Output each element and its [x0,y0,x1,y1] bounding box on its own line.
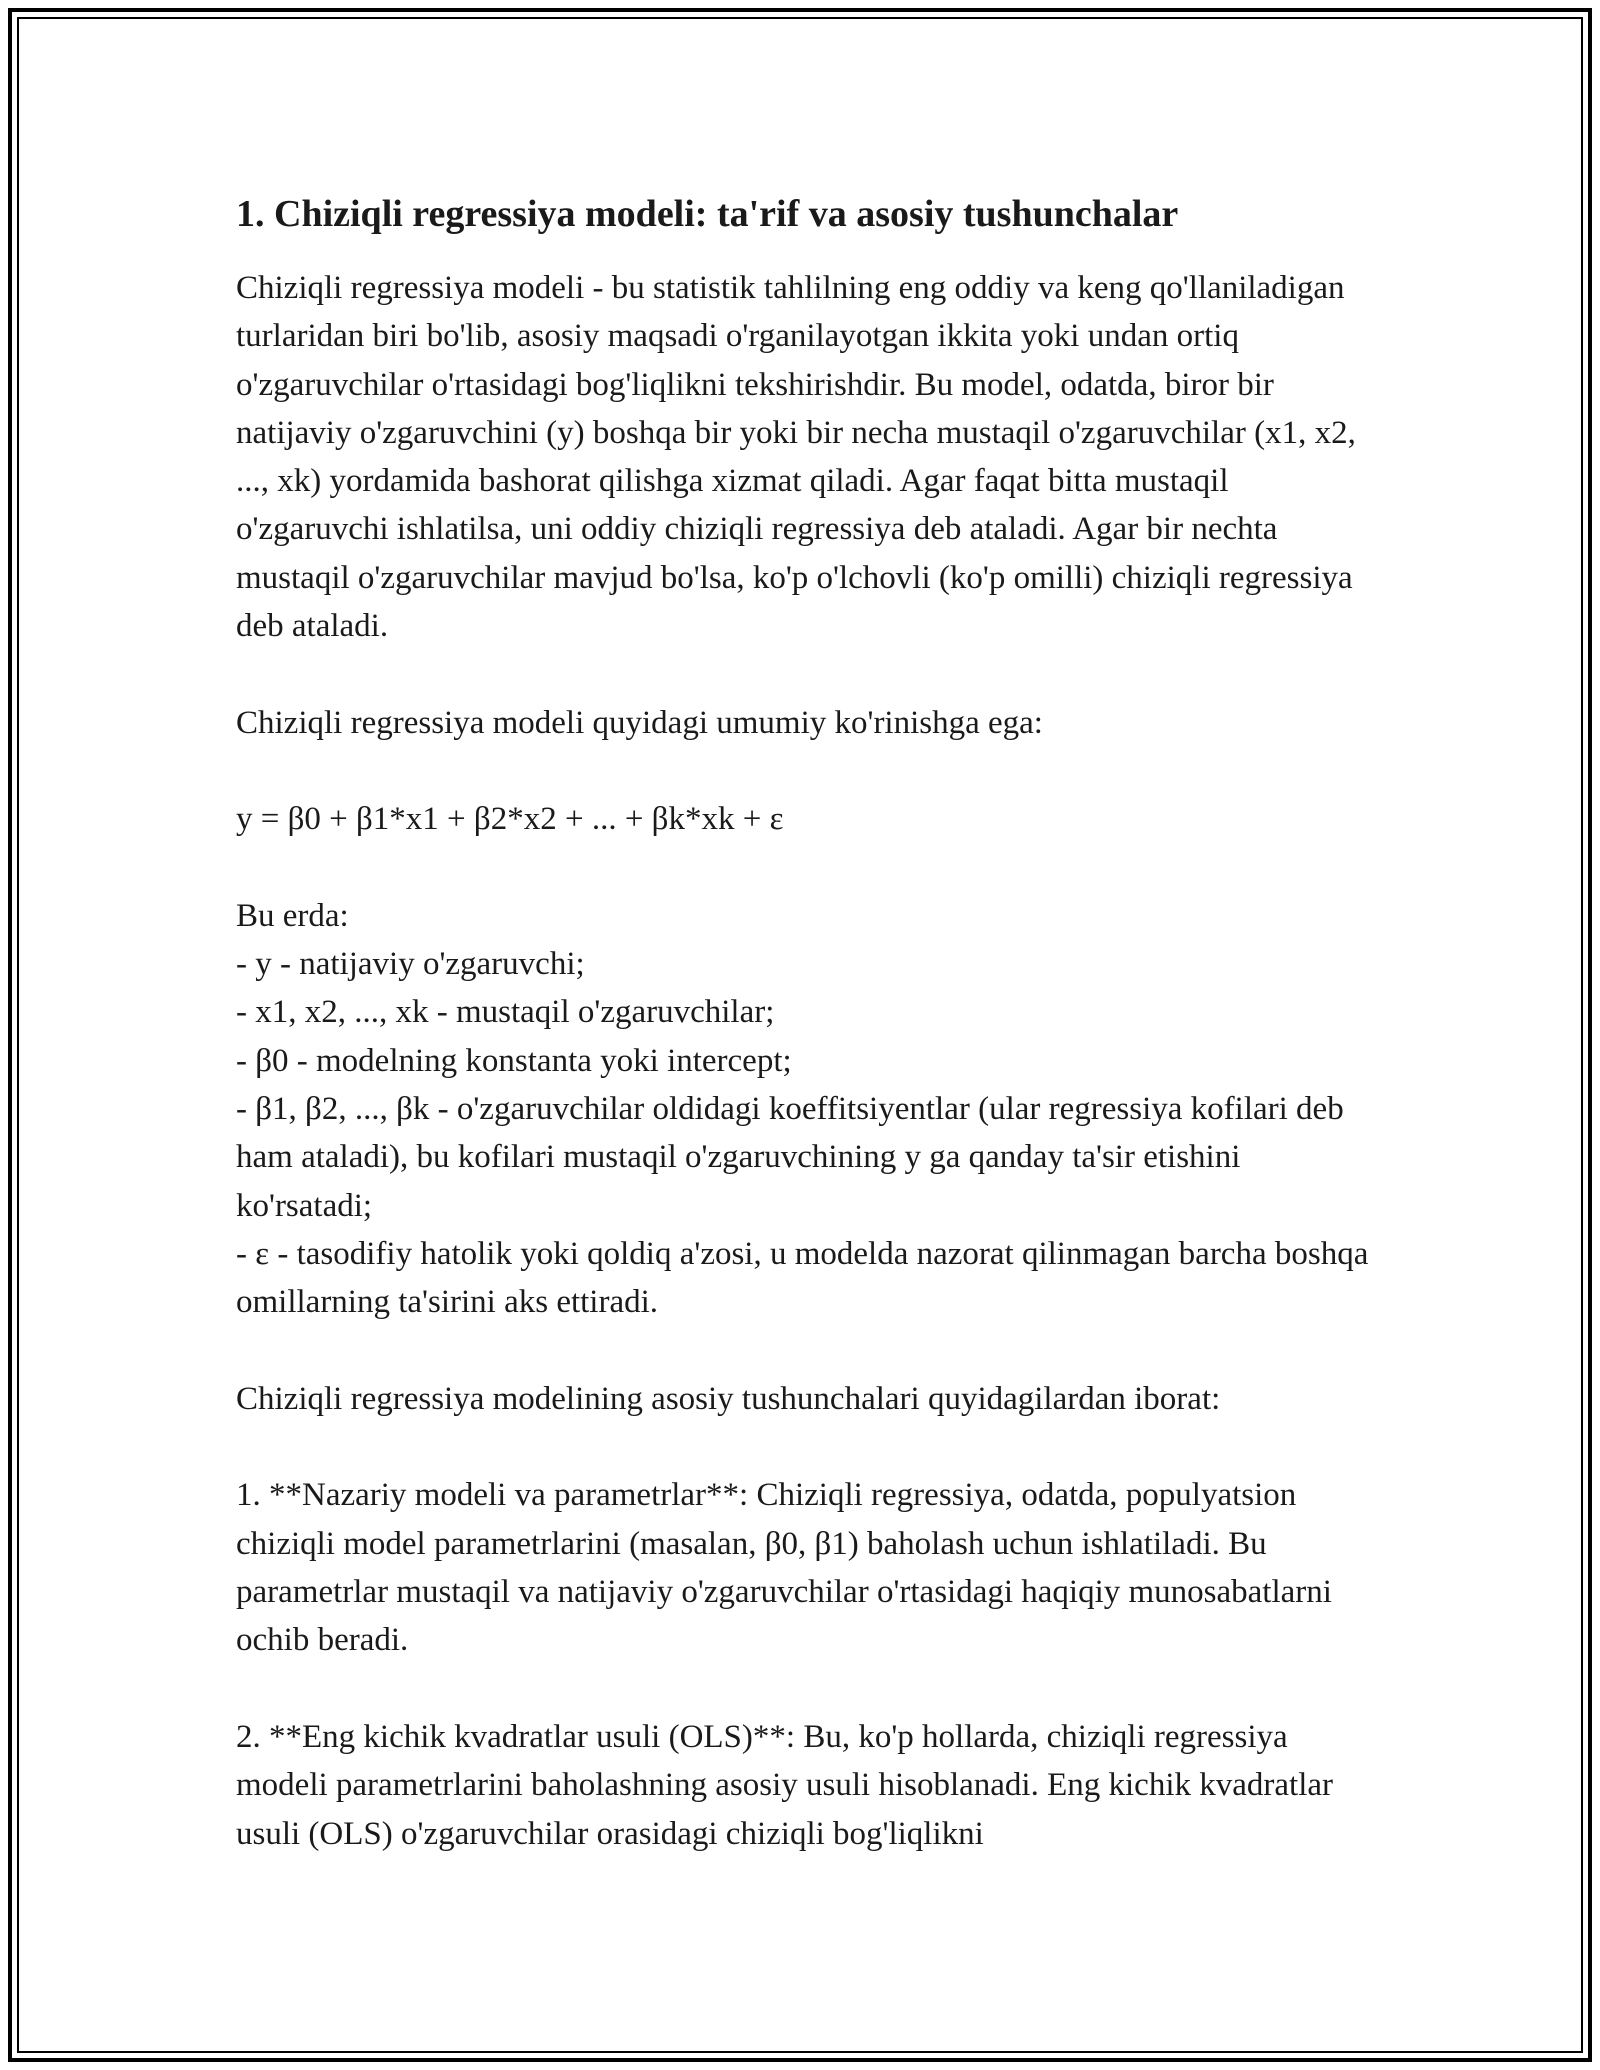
concept-item: 2. **Eng kichik kvadratlar usuli (OLS)**: Bu, ko'p hollarda, chiziqli regressiya modeli parametrlarini baholashning asosiy usuli hisoblanadi. Eng kichik kvadratlar usuli (OLS) o'zgaruvchilar orasidagi chiziqli bog'liqlikni [236,1718,1333,1852]
definition-item: - β1, β2, ..., βk - o'zgaruvchilar oldidagi koeffitsiyentlar (ular regressiya kofilari deb ham ataladi), bu kofilari mustaqil o'zgaruvchining y ga qanday ta'sir etishini ko'rsatadi; [236,1091,1344,1224]
spacer [236,1327,1376,1375]
section-title: 1. Chiziqli regressiya modeli: ta'rif va asosiy tushunchalar [236,193,1179,235]
definition-item: - β0 - modelning konstanta yoki intercept; [236,1042,792,1079]
form-intro-text: Chiziqli regressiya modeli quyidagi umumiy ko'rinishga ega: [236,704,1043,741]
definition-item: - ε - tasodifiy hatolik yoki qoldiq a'zosi, u modelda nazorat qilinmagan barcha boshqa omillarning ta'sirini aks ettiradi. [236,1235,1369,1321]
spacer [236,1665,1376,1713]
intro-paragraph: Chiziqli regressiya modeli - bu statistik tahlilning eng oddiy va keng qo'llaniladigan turlaridan biri bo'lib, asosiy maqsadi o'rganilayotgan ikkita yoki undan ortiq o'zgaruvchilar o'rtasidagi bog'liqlikni tekshirishdir. Bu model, odatda, biror bir natijaviy o'zgaruvchini (y) boshqa bir yoki bir necha mustaqil o'zgaruvchilar (x1, x2, ..., xk) yordamida bashorat qilishga xizmat qiladi. Agar faqat bitta mustaqil o'zgaruvchi ishlatilsa, uni oddiy chiziqli regressiya deb ataladi. Agar bir nechta mustaqil o'zgaruvchilar mavjud bo'lsa, ko'p o'lchovli (ko'p omilli) chiziqli regressiya deb ataladi. [236,270,1356,645]
definition-item: - y - natijaviy o'zgaruvchi; [236,946,585,983]
regression-formula: y = β0 + β1*x1 + β2*x2 + ... + βk*xk + ε [236,801,784,838]
spacer [236,844,1376,892]
where-label: Bu erda: [236,897,349,934]
definition-item: - x1, x2, ..., xk - mustaqil o'zgaruvchilar; [236,994,775,1031]
spacer [236,650,1376,698]
concepts-intro-text: Chiziqli regressiya modelining asosiy tushunchalari quyidagilardan iborat: [236,1380,1221,1417]
spacer [236,747,1376,795]
document-body [236,186,1376,1858]
concept-item: 1. **Nazariy modeli va parametrlar**: Chiziqli regressiya, odatda, populyatsion chiziqli model parametrlarini (masalan, β0, β1) baholash uchun ishlatiladi. Bu parametrlar mustaqil va natijaviy o'zgaruvchilar o'rtasidagi haqiqiy munosabatlarni ochib beradi. [236,1477,1332,1659]
spacer [236,1423,1376,1471]
